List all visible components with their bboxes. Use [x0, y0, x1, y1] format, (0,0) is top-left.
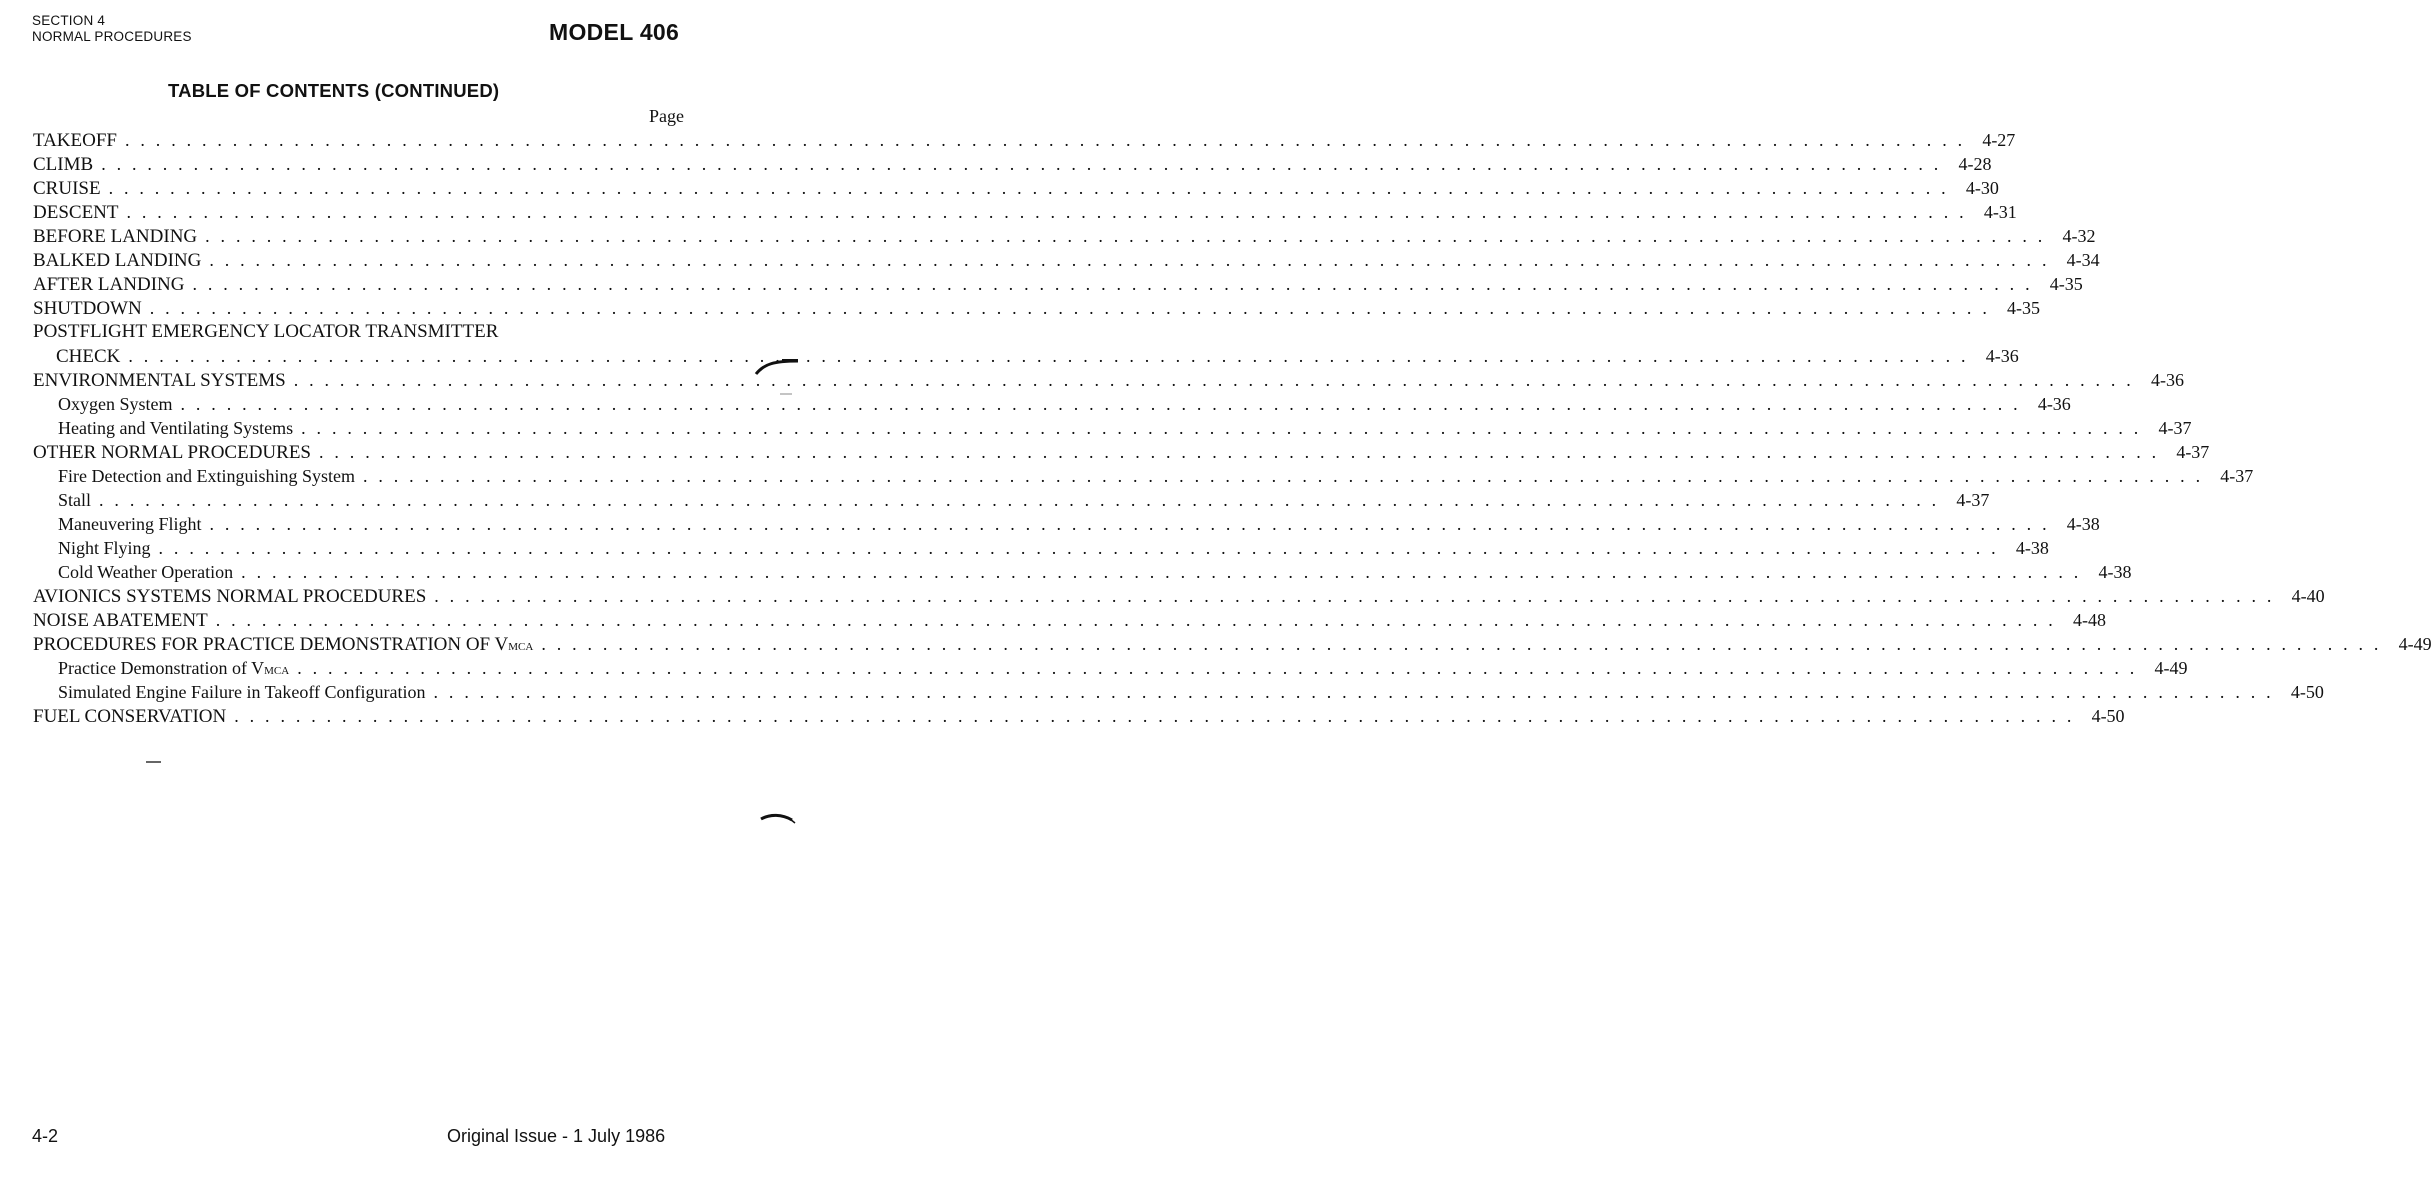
toc-entry-subscript: MCA — [264, 665, 290, 677]
dot-leader: . . . . . . . . . . . . . . . . . . . . . . . . . . . . . . . . . . . . . . . . . . . . . . . . . . . . . . . . . . . . . . . . . . . . . . . . . . . . . . . . . . . . . . . . . . . . . . . . . . . . . . . . . . . . . . . . . . . . . . . . — [209, 514, 2050, 534]
toc-entry-page: 4-27 — [1982, 130, 2016, 150]
toc-entry — [33, 464, 2254, 488]
toc-entry — [33, 344, 2019, 368]
toc-entry — [33, 368, 2185, 392]
toc-entry — [33, 392, 2071, 416]
toc-entry-label: CHECK — [56, 346, 121, 367]
toc-entry-page: 4-35 — [2049, 274, 2083, 294]
toc-entry-label: CLIMB — [33, 154, 94, 175]
margin-mark-lower — [758, 810, 798, 830]
margin-mark-upper — [752, 352, 802, 402]
model-title: MODEL 406 — [549, 19, 680, 45]
toc-entry-page: 4-31 — [1983, 202, 2017, 222]
toc-entry-label: NOISE ABATEMENT — [33, 610, 208, 631]
toc-entry — [33, 152, 1992, 176]
toc-entry-page: 4-49 — [2154, 658, 2188, 678]
toc-entry — [33, 560, 2132, 584]
toc-entry-page: 4-50 — [2091, 706, 2125, 726]
toc-entry-label: ENVIRONMENTAL SYSTEMS — [33, 370, 286, 391]
toc-entry-label: Heating and Ventilating Systems — [58, 418, 294, 438]
toc-entry-label: BEFORE LANDING — [33, 226, 198, 247]
toc-entry-label: PROCEDURES FOR PRACTICE DEMONSTRATION OF V — [33, 634, 509, 655]
toc-entry — [33, 632, 2432, 656]
toc-entry — [33, 224, 2096, 248]
section-header — [32, 13, 192, 45]
toc-entry-page: 4-38 — [2015, 538, 2049, 558]
footer-issue-date: Original Issue - 1 July 1986 — [447, 1126, 666, 1146]
toc-entry-label: AFTER LANDING — [33, 274, 185, 295]
toc-entry — [33, 680, 2324, 704]
section-name: NORMAL PROCEDURES — [32, 29, 192, 44]
toc-entry-label: Oxygen System — [58, 394, 173, 414]
toc-entry-label: AVIONICS SYSTEMS NORMAL PROCEDURES — [33, 586, 427, 607]
toc-entry-page: 4-28 — [1958, 154, 1992, 174]
dot-leader: . . . . . . . . . . . . . . . . . . . . . . . . . . . . . . . . . . . . . . . . . . . . . . . . . . . . . . . . . . . . . . . . . . . . . . . . . . . . . . . . . . . . . . . . . . . . . . . . . . . . . . . . . . . . . . . . . . . . . . . . — [126, 202, 1967, 222]
toc-entry-subscript: MCA — [508, 641, 534, 653]
toc-entry-label: Maneuvering Flight — [58, 514, 202, 534]
toc-entry-label: Fire Detection and Extinguishing System — [58, 466, 355, 486]
toc-entry — [33, 296, 2041, 320]
dot-leader: . . . . . . . . . . . . . . . . . . . . . . . . . . . . . . . . . . . . . . . . . . . . . . . . . . . . . . . . . . . . . . . . . . . . . . . . . . . . . . . . . . . . . . . . . . . . . . . . . . . . . . . . . . . . . . . . . . . . . . . . — [158, 538, 1999, 558]
dot-leader: . . . . . . . . . . . . . . . . . . . . . . . . . . . . . . . . . . . . . . . . . . . . . . . . . . . . . . . . . . . . . . . . . . . . . . . . . . . . . . . . . . . . . . . . . . . . . . . . . . . . . . . . . . . . . . . . . . . . . . . . — [205, 226, 2046, 246]
dot-leader: . . . . . . . . . . . . . . . . . . . . . . . . . . . . . . . . . . . . . . . . . . . . . . . . . . . . . . . . . . . . . . . . . . . . . . . . . . . . . . . . . . . . . . . . . . . . . . . . . . . . . . . . . . . . . . . . . . . . . . . . — [149, 298, 1991, 318]
dot-leader: . . . . . . . . . . . . . . . . . . . . . . . . . . . . . . . . . . . . . . . . . . . . . . . . . . . . . . . . . . . . . . . . . . . . . . . . . . . . . . . . . . . . . . . . . . . . . . . . . . . . . . . . . . . . . . . . . . . . . . . . — [433, 682, 2274, 702]
dot-leader: . . . . . . . . . . . . . . . . . . . . . . . . . . . . . . . . . . . . . . . . . . . . . . . . . . . . . . . . . . . . . . . . . . . . . . . . . . . . . . . . . . . . . . . . . . . . . . . . . . . . . . . . . . . . . . . . . . . . . . . . — [234, 706, 2075, 726]
toc-entry-page: 4-30 — [1965, 178, 1999, 198]
toc-entry-page: 4-37 — [1956, 490, 1990, 510]
toc-entry-page: 4-36 — [1985, 346, 2019, 366]
toc-entry-label: Stall — [58, 490, 92, 510]
dot-leader: . . . . . . . . . . . . . . . . . . . . . . . . . . . . . . . . . . . . . . . . . . . . . . . . . . . . . . . . . . . . . . . . . . . . . . . . . . . . . . . . . . . . . . . . . . . . . . . . . . . . . . . . . . . . . . . . . . . . . . . . — [241, 562, 2082, 582]
dot-leader: . . . . . . . . . . . . . . . . . . . . . . . . . . . . . . . . . . . . . . . . . . . . . . . . . . . . . . . . . . . . . . . . . . . . . . . . . . . . . . . . . . . . . . . . . . . . . . . . . . . . . . . . . . . . . . . . . . . . . . . . — [125, 130, 1966, 150]
toc-entry — [33, 584, 2325, 608]
toc-entry-page: 4-34 — [2066, 250, 2100, 270]
dot-leader: . . . . . . . . . . . . . . . . . . . . . . . . . . . . . . . . . . . . . . . . . . . . . . . . . . . . . . . . . . . . . . . . . . . . . . . . . . . . . . . . . . . . . . . . . . . . . . . . . . . . . . . . . . . . . . . . . . . . . . . . — [297, 658, 2138, 678]
toc-entry-page: 4-36 — [2037, 394, 2071, 414]
toc-entry — [33, 176, 1999, 200]
toc-entry-label: Night Flying — [58, 538, 151, 558]
toc-entry-label: Practice Demonstration of V — [58, 658, 265, 678]
toc-entry-page: 4-35 — [2007, 298, 2041, 318]
toc-entry-page: 4-38 — [2098, 562, 2132, 582]
toc-entry-label: TAKEOFF — [33, 130, 117, 151]
toc-entry — [33, 488, 1990, 512]
toc-entry-page: 4-40 — [2291, 586, 2325, 606]
dot-leader: . . . . . . . . . . . . . . . . . . . . . . . . . . . . . . . . . . . . . . . . . . . . . . . . . . . . . . . . . . . . . . . . . . . . . . . . . . . . . . . . . . . . . . . . . . . . . . . . . . . . . . . . . . . . . . . . . . . . . . . . — [293, 370, 2135, 390]
dot-leader: . . . . . . . . . . . . . . . . . . . . . . . . . . . . . . . . . . . . . . . . . . . . . . . . . . . . . . . . . . . . . . . . . . . . . . . . . . . . . . . . . . . . . . . . . . . . . . . . . . . . . . . . . . . . . . . . . . . . . . . . — [215, 610, 2057, 630]
toc-entry-label: DESCENT — [33, 202, 119, 223]
toc-entry-label: Cold Weather Operation — [58, 562, 234, 582]
toc-entry-page: 4-38 — [2066, 514, 2100, 534]
toc-entry — [33, 512, 2100, 536]
toc-entry-label: POSTFLIGHT EMERGENCY LOCATOR TRANSMITTER — [33, 321, 499, 342]
section-number: SECTION 4 — [32, 13, 106, 28]
toc-entry — [33, 656, 2188, 680]
toc-entry — [33, 128, 2016, 152]
toc-entry-label: OTHER NORMAL PROCEDURES — [33, 442, 311, 463]
toc-entry-label: BALKED LANDING — [33, 250, 202, 271]
toc-entry-page: 4-50 — [2290, 682, 2324, 702]
toc-entry — [33, 608, 2107, 632]
toc-entry-page: 4-37 — [2158, 418, 2192, 438]
dot-leader: . . . . . . . . . . . . . . . . . . . . . . . . . . . . . . . . . . . . . . . . . . . . . . . . . . . . . . . . . . . . . . . . . . . . . . . . . . . . . . . . . . . . . . . . . . . . . . . . . . . . . . . . . . . . . . . . . . . . . . . . — [108, 178, 1949, 198]
toc-entry — [33, 416, 2192, 440]
toc-entry — [33, 536, 2049, 560]
toc-entry-page: 4-48 — [2073, 610, 2107, 630]
toc-entry-page: 4-37 — [2220, 466, 2254, 486]
toc-title: TABLE OF CONTENTS (CONTINUED) — [168, 80, 500, 101]
toc-entry — [33, 248, 2100, 272]
page-column-label: Page — [649, 106, 684, 126]
toc-entry — [33, 272, 2083, 296]
toc-entry-page: 4-36 — [2151, 370, 2185, 390]
toc-entry-label: CRUISE — [33, 178, 101, 199]
dot-leader: . . . . . . . . . . . . . . . . . . . . . . . . . . . . . . . . . . . . . . . . . . . . . . . . . . . . . . . . . . . . . . . . . . . . . . . . . . . . . . . . . . . . . . . . . . . . . . . . . . . . . . . . . . . . . . . . . . . . . . . . — [99, 490, 1940, 510]
toc-entry-label: SHUTDOWN — [33, 298, 142, 319]
toc-entry-label: Simulated Engine Failure in Takeoff Configuration — [58, 682, 426, 702]
dot-leader: . . . . . . . . . . . . . . . . . . . . . . . . . . . . . . . . . . . . . . . . . . . . . . . . . . . . . . . . . . . . . . . . . . . . . . . . . . . . . . . . . . . . . . . . . . . . . . . . . . . . . . . . . . . . . . . . . . . . . . . . — [180, 394, 2021, 414]
dot-leader: . . . . . . . . . . . . . . . . . . . . . . . . . . . . . . . . . . . . . . . . . . . . . . . . . . . . . . . . . . . . . . . . . . . . . . . . . . . . . . . . . . . . . . . . . . . . . . . . . . . . . . . . . . . . . . . . . . . . . . . . — [362, 466, 2204, 486]
toc-entry-label: FUEL CONSERVATION — [33, 706, 227, 727]
toc-list — [33, 128, 2432, 728]
dot-leader: . . . . . . . . . . . . . . . . . . . . . . . . . . . . . . . . . . . . . . . . . . . . . . . . . . . . . . . . . . . . . . . . . . . . . . . . . . . . . . . . . . . . . . . . . . . . . . . . . . . . . . . . . . . . . . . . . . . . . . . . — [319, 442, 2160, 462]
dot-leader: . . . . . . . . . . . . . . . . . . . . . . . . . . . . . . . . . . . . . . . . . . . . . . . . . . . . . . . . . . . . . . . . . . . . . . . . . . . . . . . . . . . . . . . . . . . . . . . . . . . . . . . . . . . . . . . . . . . . . . . . — [434, 586, 2275, 606]
dot-leader: . . . . . . . . . . . . . . . . . . . . . . . . . . . . . . . . . . . . . . . . . . . . . . . . . . . . . . . . . . . . . . . . . . . . . . . . . . . . . . . . . . . . . . . . . . . . . . . . . . . . . . . . . . . . . . . . . . . . . . . . — [101, 154, 1942, 174]
footer-page-number: 4-2 — [32, 1126, 59, 1146]
dot-leader: . . . . . . . . . . . . . . . . . . . . . . . . . . . . . . . . . . . . . . . . . . . . . . . . . . . . . . . . . . . . . . . . . . . . . . . . . . . . . . . . . . . . . . . . . . . . . . . . . . . . . . . . . . . . . . . . . . . . . . . . — [301, 418, 2142, 438]
dot-leader: . . . . . . . . . . . . . . . . . . . . . . . . . . . . . . . . . . . . . . . . . . . . . . . . . . . . . . . . . . . . . . . . . . . . . . . . . . . . . . . . . . . . . . . . . . . . . . . . . . . . . . . . . . . . . . . . . . . . . . . . — [209, 250, 2050, 270]
toc-entry-page: 4-37 — [2176, 442, 2210, 462]
toc-entry — [33, 200, 2017, 224]
stray-dash-mark — [145, 758, 165, 766]
toc-entry — [33, 704, 2125, 728]
dot-leader: . . . . . . . . . . . . . . . . . . . . . . . . . . . . . . . . . . . . . . . . . . . . . . . . . . . . . . . . . . . . . . . . . . . . . . . . . . . . . . . . . . . . . . . . . . . . . . . . . . . . . . . . . . . . . . . . . . . . . . . . — [192, 274, 2033, 294]
dot-leader: . . . . . . . . . . . . . . . . . . . . . . . . . . . . . . . . . . . . . . . . . . . . . . . . . . . . . . . . . . . . . . . . . . . . . . . . . . . . . . . . . . . . . . . . . . . . . . . . . . . . . . . . . . . . . . . . . . . . . . . . — [541, 634, 2382, 654]
toc-entry — [33, 440, 2210, 464]
toc-entry — [33, 320, 695, 344]
dot-leader: . . . . . . . . . . . . . . . . . . . . . . . . . . . . . . . . . . . . . . . . . . . . . . . . . . . . . . . . . . . . . . . . . . . . . . . . . . . . . . . . . . . . . . . . . . . . . . . . . . . . . . . . . . . . . . . . . . . . . . . . — [128, 346, 1969, 366]
toc-entry-page: 4-49 — [2398, 634, 2432, 654]
toc-entry-page: 4-32 — [2062, 226, 2096, 246]
